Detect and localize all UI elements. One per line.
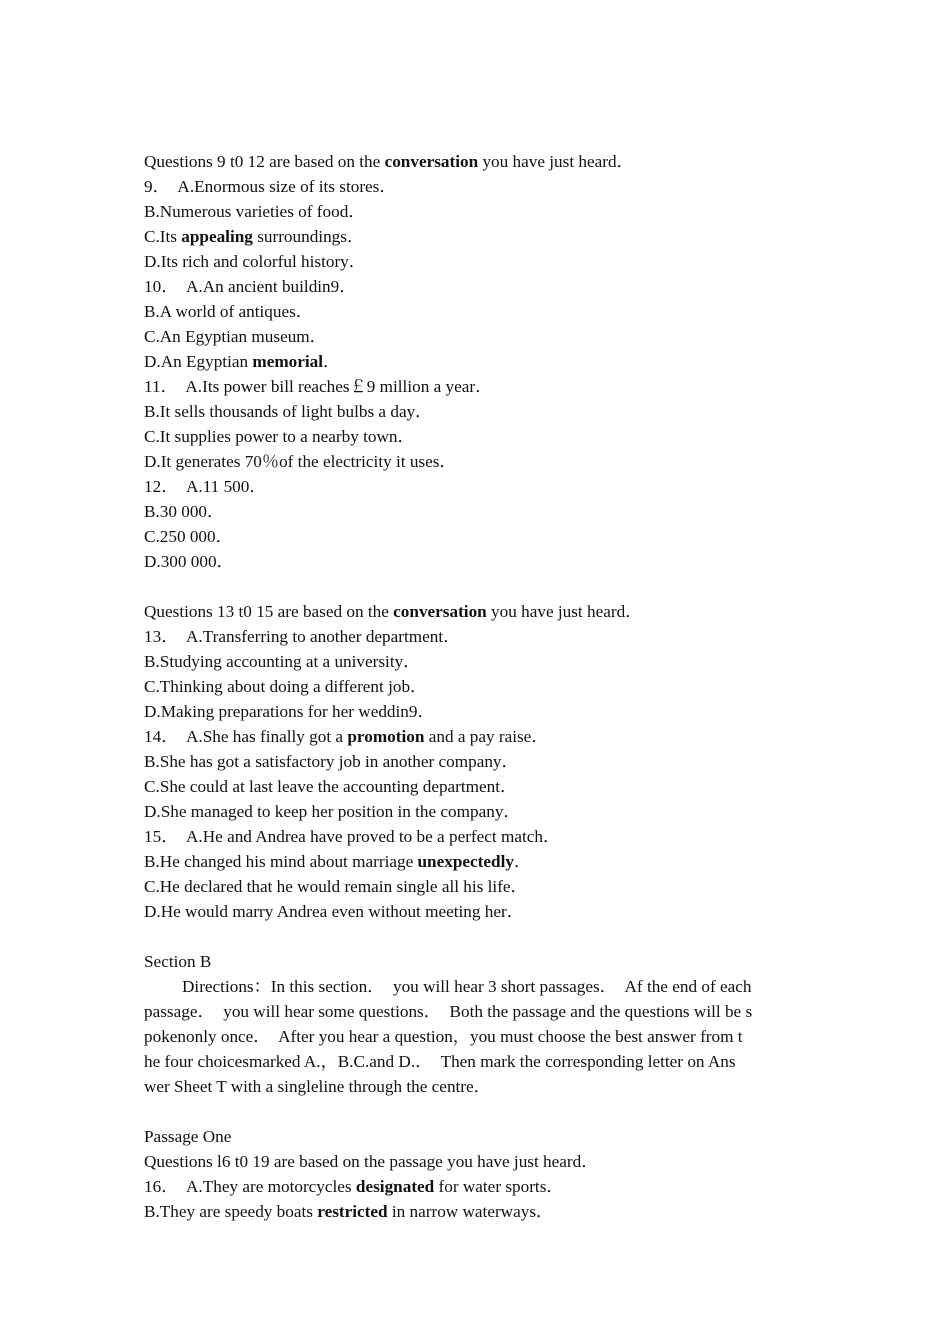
blank-line — [144, 574, 806, 599]
blank-line — [144, 1099, 806, 1124]
directions-line: pokenonly once． After you hear a question，you must choose the best answer from t — [144, 1027, 743, 1046]
question-9-option-a: 9． A.Enormous size of its stores． — [144, 177, 397, 196]
document-page — [144, 149, 806, 1224]
question-15-option-d: D.He would marry Andrea even without meeting her． — [144, 902, 524, 921]
question-11-option-c: C.It supplies power to a nearby town． — [144, 427, 415, 446]
question-13-option-b: B.Studying accounting at a university． — [144, 652, 421, 671]
question-10-option-b: B.A world of antiques． — [144, 302, 313, 321]
question-12-option-c: C.250 000． — [144, 527, 233, 546]
question-14-option-c: C.She could at last leave the accounting department． — [144, 777, 518, 796]
question-13-option-a: 13． A.Transferring to another department． — [144, 627, 461, 646]
question-15-option-c: C.He declared that he would remain single all his life． — [144, 877, 528, 896]
question-heading-9-12: Questions 9 t0 12 are based on the conversation you have just heard． — [144, 152, 634, 171]
directions-line: Directions：In this section． you will hear 3 short passages． Af the end of each — [182, 977, 752, 996]
question-11-option-b: B.It sells thousands of light bulbs a day． — [144, 402, 433, 421]
question-14-option-b: B.She has got a satisfactory job in another company． — [144, 752, 519, 771]
question-10-option-c: C.An Egyptian museum． — [144, 327, 327, 346]
question-12-option-b: B.30 000． — [144, 502, 225, 521]
question-10-option-d: D.An Egyptian memorial． — [144, 352, 341, 371]
question-16-option-a: 16． A.They are motorcycles designated for water sports． — [144, 1177, 564, 1196]
question-heading-16-19: Questions l6 t0 19 are based on the passage you have just heard． — [144, 1152, 599, 1171]
section-b-title: Section B — [144, 952, 212, 971]
question-11-option-d: D.It generates 70％of the electricity it uses． — [144, 452, 457, 471]
question-15-option-b: B.He changed his mind about marriage unexpectedly． — [144, 852, 532, 871]
question-14-option-a: 14． A.She has finally got a promotion and a pay raise． — [144, 727, 549, 746]
question-9-option-b: B.Numerous varieties of food． — [144, 202, 366, 221]
question-14-option-d: D.She managed to keep her position in the company． — [144, 802, 521, 821]
question-9-option-c: C.Its appealing surroundings． — [144, 227, 365, 246]
passage-one-title: Passage One — [144, 1127, 232, 1146]
question-12-option-a: 12． A.11 500． — [144, 477, 267, 496]
question-12-option-d: D.300 000． — [144, 552, 234, 571]
question-9-option-d: D.Its rich and colorful history． — [144, 252, 366, 271]
section-b-directions — [144, 974, 806, 1099]
question-16-option-b: B.They are speedy boats restricted in narrow waterways． — [144, 1202, 554, 1221]
question-heading-13-15: Questions 13 t0 15 are based on the conversation you have just heard． — [144, 602, 643, 621]
question-11-option-a: 11． A.Its power bill reaches￡9 million a year． — [144, 377, 493, 396]
question-10-option-a: 10． A.An ancient buildin9． — [144, 277, 357, 296]
question-13-option-d: D.Making preparations for her weddin9． — [144, 702, 435, 721]
blank-line — [144, 924, 806, 949]
directions-line: passage． you will hear some questions． Both the passage and the questions will be s — [144, 1002, 753, 1021]
directions-line: he four choicesmarked A.，B.C.and D.． Then mark the corresponding letter on Ans — [144, 1052, 736, 1071]
directions-line: wer Sheet T with a singleline through the centre． — [144, 1077, 491, 1096]
question-15-option-a: 15． A.He and Andrea have proved to be a perfect match． — [144, 827, 561, 846]
question-13-option-c: C.Thinking about doing a different job． — [144, 677, 428, 696]
